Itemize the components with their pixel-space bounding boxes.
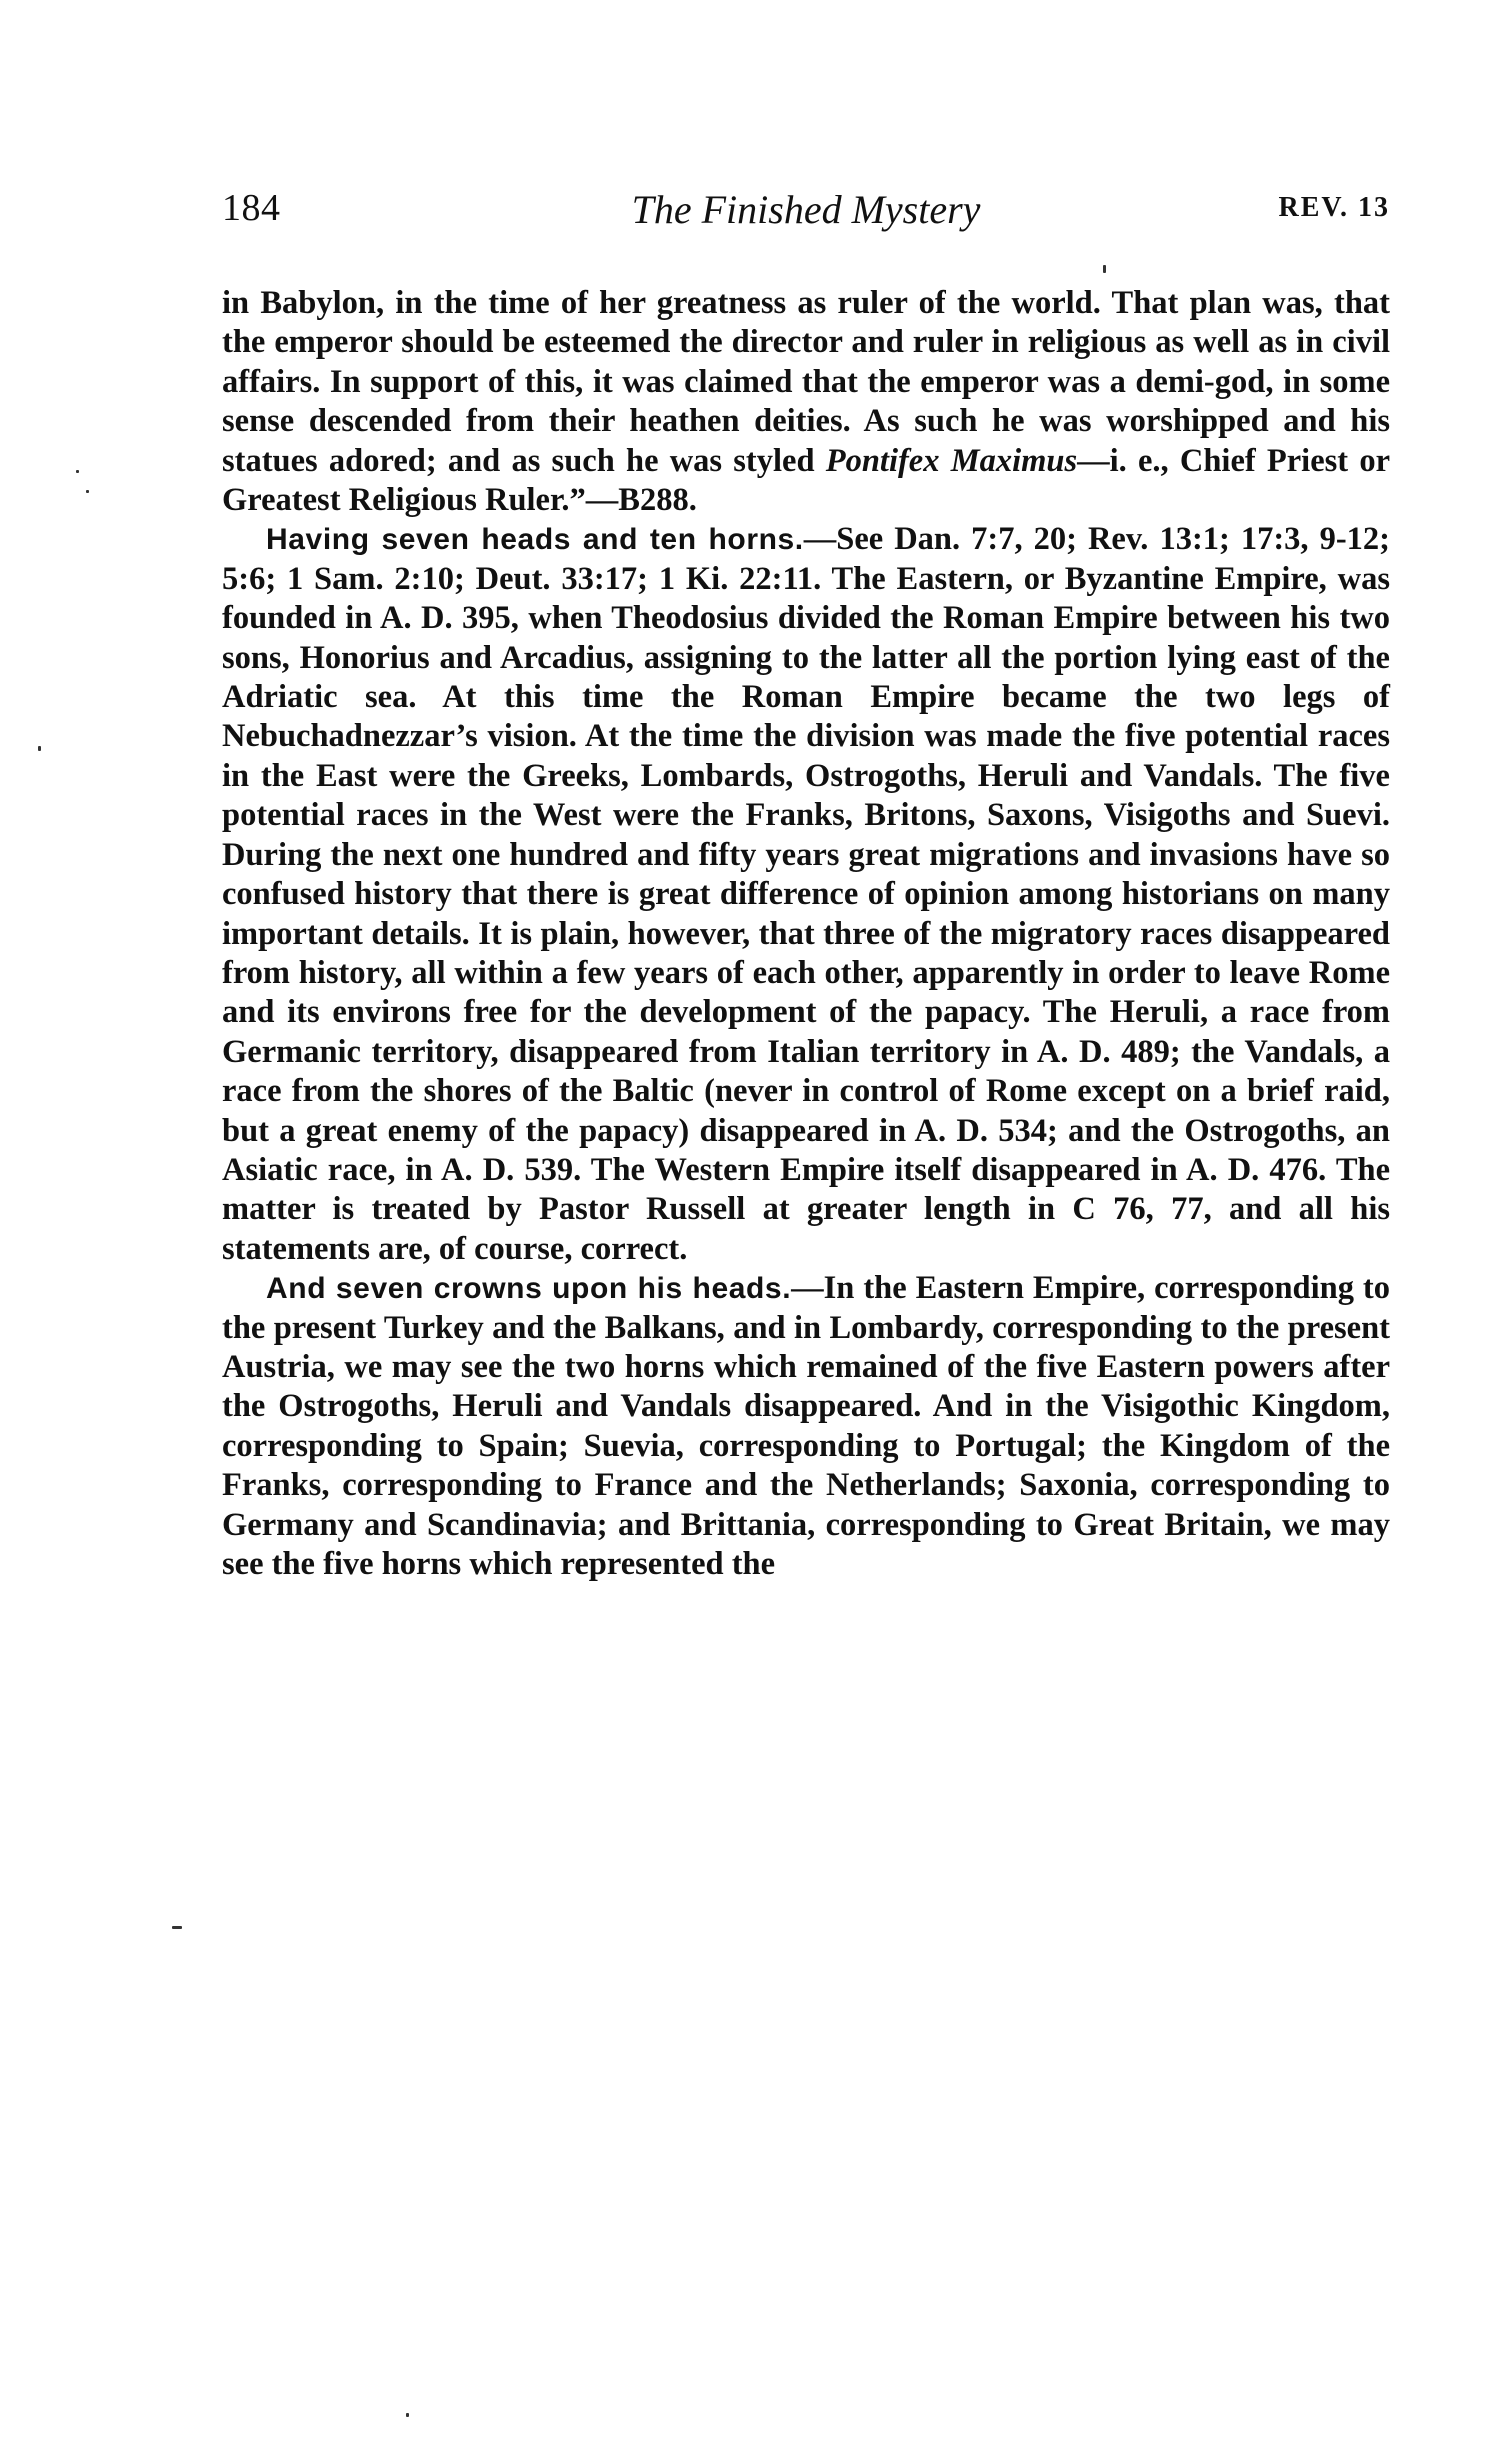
paragraph-seven-heads (222, 520, 1390, 1269)
paragraph-text: —In the Eastern Empire, corresponding to the present Turkey and the Balkans, and in Lombardy, corresponding to the present Austria, we may see the two horns which remained of the five Eastern powers after the Ostrogoths, Heruli and Vandals disappeared. And in the Visigothic Kingdom, corresponding to Spain; Suevia, corresponding to Portugal; the Kingdom of the Franks, corresponding to France and the Netherlands; Saxonia, corresponding to Germany and Scandinavia; and Brittania, corresponding to Great Britain, we may see the five horns which represented the (222, 1270, 1390, 1582)
paragraph-lead-phrase: And seven crowns upon his heads. (266, 1272, 792, 1306)
margin-dash (172, 1926, 182, 1929)
paragraph-text: —i. e., Chief Priest or Greatest Religious Ruler.”—B288. (222, 442, 1390, 519)
margin-speck (76, 470, 79, 473)
page-number: 184 (222, 187, 281, 229)
italic-term: Pontifex Maximus (825, 442, 1078, 479)
chapter-reference: REV. 13 (1278, 192, 1390, 223)
margin-speck (1103, 265, 1106, 273)
margin-speck (86, 490, 89, 493)
paragraph-text: —See Dan. 7:7, 20; Rev. 13:1; 17:3, 9-12; 5:6; 1 Sam. 2:10; Deut. 33:17; 1 Ki. 22:11. The Eastern, or Byzantine Empire, was founded in A. D. 395, when Theodosius divided the Roman Empire between his two sons, Honorius and Arcadius, assigning to the latter all the portion lying east of the Adriatic sea. At this time the Roman Empire became the two legs of Nebuchadnezzar’s vision. At the time the division was made the five potential races in the East were the Greeks, Lombards, Ostrogoths, Heruli and Vandals. The five potential races in the West were the Franks, Britons, Saxons, Visigoths and Suevi. During the next one hundred and fifty years great migrations and invasions have so confused history that there is great difference of opinion among historians on many important details. It is plain, however, that three of the migratory races disappeared from history, all within a few years of each other, apparently in order to leave Rome and its environs free for the development of the papacy. The Heruli, a race from Germanic territory, disappeared from Italian territory in A. D. 489; the Vandals, a race from the shores of the Baltic (never in control of Rome except on a brief raid, but a great enemy of the papacy) disappeared in A. D. 534; and the Ostrogoths, an Asiatic race, in A. D. 539. The Western Empire itself disappeared in A. D. 476. The matter is treated by Pastor Russell at greater length in C 76, 77, and all his statements are, of course, correct. (222, 521, 1390, 1267)
margin-speck (406, 2413, 409, 2417)
page-header (222, 186, 1390, 242)
running-title: The Finished Mystery (631, 187, 981, 232)
paragraph-continuation (222, 284, 1390, 520)
paragraph-text: in Babylon, in the time of her greatness as ruler of the world. That plan was, that the emperor should be esteemed the director and ruler in religious as well as in civil affairs. In support of this, it was claimed that the emperor was a demi-god, in some sense descended from their heathen deities. As such he was worshipped and his statues adored; and as such he was styled (222, 285, 1390, 479)
paragraph-seven-crowns (222, 1269, 1390, 1584)
body-text (222, 284, 1390, 1584)
margin-speck (38, 746, 41, 751)
paragraph-lead-phrase: Having seven heads and ten horns. (266, 523, 804, 557)
